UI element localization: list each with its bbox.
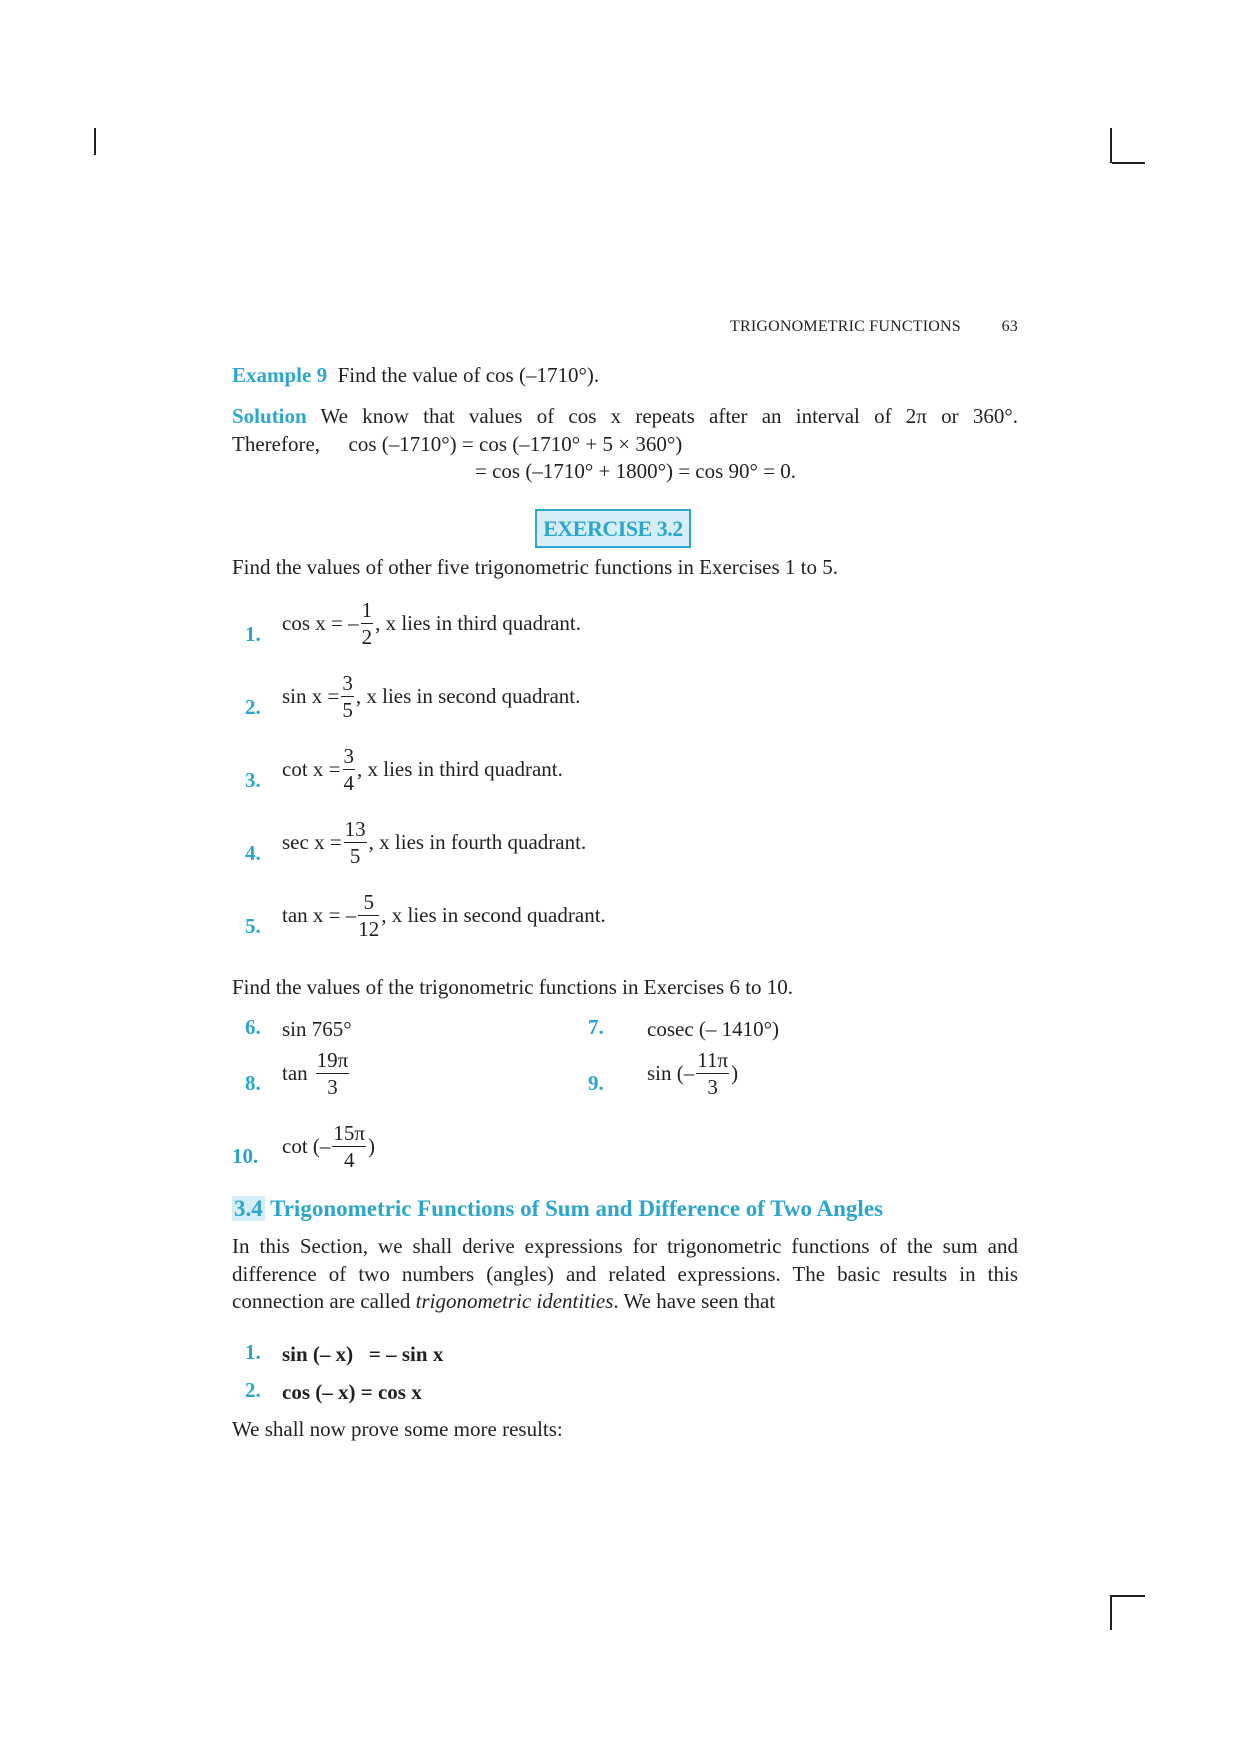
solution-line bbox=[232, 402, 1018, 430]
question-8-denominator: 3 bbox=[327, 1075, 338, 1099]
question-9-numerator: 11π bbox=[697, 1048, 729, 1072]
exercise-intro-1: Find the values of other five trigonometric functions in Exercises 1 to 5. bbox=[232, 555, 838, 579]
question-8-numerator: 19π bbox=[316, 1048, 349, 1072]
question-2-rhs: , x lies in second quadrant. bbox=[355, 684, 581, 708]
question-2-denominator: 5 bbox=[342, 698, 353, 722]
therefore-line bbox=[232, 430, 682, 458]
question-4-fraction bbox=[344, 818, 367, 867]
question-number-8: 8. bbox=[245, 1071, 261, 1095]
question-10-fraction bbox=[332, 1122, 366, 1171]
question-number-5: 5. bbox=[245, 914, 261, 938]
question-10-lhs: cot (– bbox=[282, 1134, 331, 1158]
question-3 bbox=[282, 745, 563, 794]
question-number-10: 10. bbox=[232, 1144, 259, 1168]
crop-mark-top-left bbox=[94, 128, 96, 155]
question-10 bbox=[282, 1122, 375, 1171]
question-4-lhs: sec x = bbox=[282, 830, 342, 854]
question-1-rhs: , x lies in third quadrant. bbox=[375, 611, 581, 635]
question-9-lhs: sin (– bbox=[647, 1061, 695, 1085]
exercise-intro-2: Find the values of the trigonometric functions in Exercises 6 to 10. bbox=[232, 975, 794, 999]
question-5-rhs: , x lies in second quadrant. bbox=[381, 903, 606, 927]
example-question: Find the value of cos (–1710°). bbox=[337, 363, 600, 387]
question-1-numerator: 1 bbox=[361, 598, 373, 622]
question-2-numerator: 3 bbox=[342, 671, 353, 695]
crop-mark-bottom-right-vertical bbox=[1110, 1595, 1112, 1630]
question-number-1: 1. bbox=[245, 622, 261, 646]
question-9 bbox=[647, 1049, 738, 1098]
crop-mark-top-right-horizontal bbox=[1112, 162, 1145, 164]
page-number: 63 bbox=[1001, 318, 1018, 335]
question-2-lhs: sin x = bbox=[282, 684, 340, 708]
question-7: cosec (– 1410°) bbox=[647, 1017, 780, 1041]
example-label: Example 9 bbox=[232, 363, 328, 387]
section-number: 3.4 bbox=[234, 1196, 263, 1221]
header-title: TRIGONOMETRIC FUNCTIONS bbox=[730, 318, 961, 335]
solution-label: Solution bbox=[232, 404, 307, 428]
crop-mark-top-right-vertical bbox=[1110, 128, 1112, 163]
section-paragraph-line-3 bbox=[232, 1287, 775, 1315]
question-10-rhs: ) bbox=[368, 1134, 376, 1158]
section-paragraph-line-3-start: connection are called bbox=[232, 1289, 411, 1313]
crop-mark-bottom-right-horizontal bbox=[1110, 1595, 1145, 1597]
question-9-rhs: ) bbox=[731, 1061, 739, 1085]
question-4-denominator: 5 bbox=[349, 844, 361, 868]
exercise-title-box bbox=[535, 509, 691, 548]
solution-text: We know that values of cos x repeats after an interval of 2π or 360°. bbox=[320, 404, 1018, 428]
question-2-fraction bbox=[341, 672, 354, 721]
question-number-6: 6. bbox=[245, 1015, 261, 1039]
section-title: Trigonometric Functions of Sum and Difference of Two Angles bbox=[270, 1196, 883, 1221]
exercise-title: EXERCISE 3.2 bbox=[543, 515, 683, 541]
question-1 bbox=[282, 599, 581, 648]
section-heading bbox=[232, 1196, 883, 1222]
question-5-fraction bbox=[358, 891, 379, 940]
question-3-numerator: 3 bbox=[343, 744, 354, 768]
question-3-rhs: , x lies in third quadrant. bbox=[357, 757, 563, 781]
running-header bbox=[730, 318, 1018, 336]
question-3-fraction bbox=[343, 745, 356, 794]
question-1-lhs: cos x = – bbox=[282, 611, 359, 635]
question-6: sin 765° bbox=[282, 1017, 352, 1041]
example-heading bbox=[232, 361, 599, 389]
identity-number-1: 1. bbox=[245, 1340, 261, 1364]
section-paragraph-line-1: In this Section, we shall derive expressions for trigonometric functions of the sum and bbox=[232, 1234, 1018, 1258]
question-10-numerator: 15π bbox=[333, 1121, 366, 1145]
question-8 bbox=[282, 1049, 351, 1098]
question-number-7: 7. bbox=[588, 1015, 604, 1039]
closing-text: We shall now prove some more results: bbox=[232, 1417, 563, 1441]
question-number-9: 9. bbox=[588, 1071, 604, 1095]
identity-2: cos (– x) = cos x bbox=[282, 1380, 422, 1404]
section-paragraph-emphasis: trigonometric identities bbox=[415, 1289, 614, 1313]
question-5-denominator: 12 bbox=[358, 917, 380, 941]
question-9-denominator: 3 bbox=[707, 1075, 718, 1099]
question-9-fraction bbox=[696, 1049, 729, 1098]
therefore-equation-2: = cos (–1710° + 1800°) = cos 90° = 0. bbox=[475, 459, 797, 483]
question-8-lhs: tan bbox=[282, 1061, 308, 1085]
question-number-2: 2. bbox=[245, 695, 261, 719]
question-3-denominator: 4 bbox=[343, 771, 354, 795]
section-paragraph-line-2: difference of two numbers (angles) and related expressions. The basic results in this bbox=[232, 1262, 1018, 1286]
question-1-fraction bbox=[361, 599, 374, 648]
question-5 bbox=[282, 891, 606, 940]
question-8-fraction bbox=[316, 1049, 350, 1098]
question-1-denominator: 2 bbox=[361, 625, 373, 649]
question-2 bbox=[282, 672, 580, 721]
question-4-rhs: , x lies in fourth quadrant. bbox=[368, 830, 587, 854]
question-4-numerator: 13 bbox=[344, 817, 366, 841]
question-4 bbox=[282, 818, 586, 867]
therefore-equation-1: cos (–1710°) = cos (–1710° + 5 × 360°) bbox=[348, 432, 683, 456]
question-3-lhs: cot x = bbox=[282, 757, 341, 781]
identity-number-2: 2. bbox=[245, 1378, 261, 1402]
question-5-lhs: tan x = – bbox=[282, 903, 357, 927]
question-number-4: 4. bbox=[245, 841, 261, 865]
question-number-3: 3. bbox=[245, 768, 261, 792]
therefore-label: Therefore, bbox=[232, 432, 321, 456]
question-5-numerator: 5 bbox=[358, 891, 379, 916]
question-10-denominator: 4 bbox=[343, 1148, 355, 1172]
identity-1: sin (– x) = – sin x bbox=[282, 1342, 444, 1366]
section-paragraph-line-3-end: . We have seen that bbox=[613, 1289, 776, 1313]
